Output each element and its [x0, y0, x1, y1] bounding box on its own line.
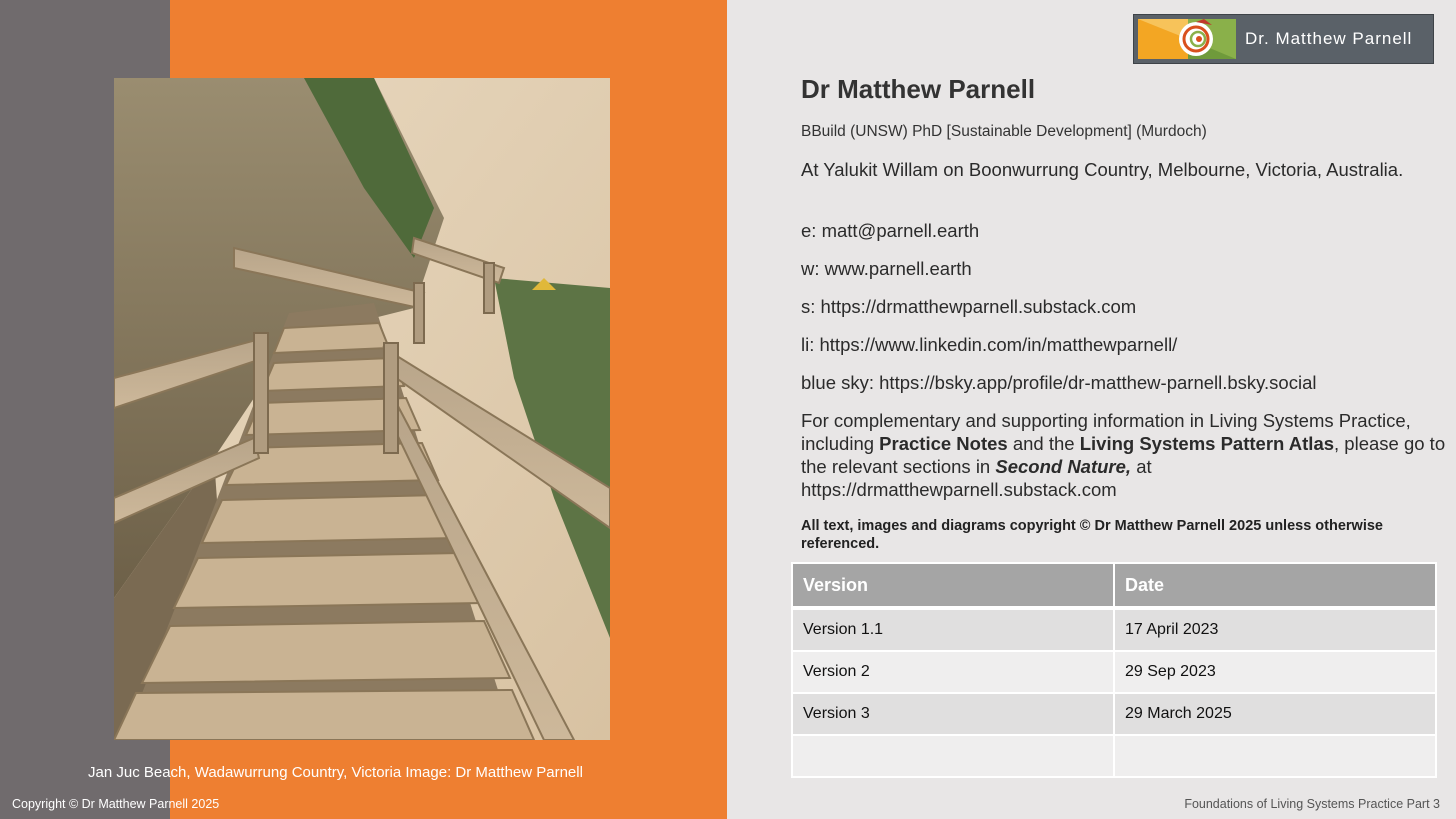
date-cell: 29 March 2025 [1114, 693, 1436, 735]
version-cell: Version 1.1 [792, 608, 1114, 651]
date-cell: 29 Sep 2023 [1114, 651, 1436, 693]
profile-location: At Yalukit Willam on Boonwurrung Country, Melbourne, Victoria, Australia. [801, 159, 1404, 180]
info-text-3: , please go to the relevant sections in [801, 433, 1446, 477]
logo-banner [1133, 14, 1434, 64]
second-nature-text: Second Nature, [995, 456, 1132, 477]
nautilus-logo-icon [1138, 19, 1236, 59]
version-cell: Version 3 [792, 693, 1114, 735]
date-cell: 17 April 2023 [1114, 608, 1436, 651]
info-text-1: For complementary and supporting information in Living Systems Practice, including [801, 410, 1411, 454]
info-text-2: and the [1007, 433, 1080, 454]
profile-linkedin[interactable]: li: https://www.linkedin.com/in/matthewparnell/ [801, 334, 1178, 355]
photo-caption: Jan Juc Beach, Wadawurrung Country, Victoria Image: Dr Matthew Parnell [88, 764, 583, 781]
profile-bluesky[interactable]: blue sky: https://bsky.app/profile/dr-matthew-parnell.bsky.social [801, 372, 1317, 393]
table-row [792, 608, 1436, 651]
practice-notes-text: Practice Notes [879, 433, 1008, 454]
profile-degrees: BBuild (UNSW) PhD [Sustainable Development] (Murdoch) [801, 123, 1207, 140]
logo-text: Dr. Matthew Parnell [1245, 29, 1413, 48]
table-row [792, 735, 1436, 777]
profile-substack[interactable]: s: https://drmatthewparnell.substack.com [801, 296, 1137, 317]
footer-series-title: Foundations of Living Systems Practice Part 3 [1184, 797, 1440, 811]
date-cell [1114, 735, 1436, 777]
profile-website[interactable]: w: www.parnell.earth [801, 258, 972, 279]
table-row [792, 651, 1436, 693]
table-row [792, 693, 1436, 735]
footer-copyright: Copyright © Dr Matthew Parnell 2025 [12, 797, 220, 811]
header-date: Date [1114, 563, 1436, 608]
profile-email[interactable]: e: matt@parnell.earth [801, 220, 980, 241]
version-table [791, 562, 1437, 778]
pattern-atlas-text: Living Systems Pattern Atlas [1079, 433, 1335, 454]
version-cell [792, 735, 1114, 777]
info-text-4: at https://drmatthewparnell.substack.com [801, 456, 1152, 500]
profile-name: Dr Matthew Parnell [801, 74, 1036, 104]
version-cell: Version 2 [792, 651, 1114, 693]
header-version: Version [792, 563, 1114, 608]
info-paragraph [801, 409, 1456, 501]
table-header-row [792, 563, 1436, 608]
beach-stairs-photo [114, 78, 610, 740]
copyright-notice: All text, images and diagrams copyright © Dr Matthew Parnell 2025 unless otherwise referenced. [801, 518, 1383, 552]
